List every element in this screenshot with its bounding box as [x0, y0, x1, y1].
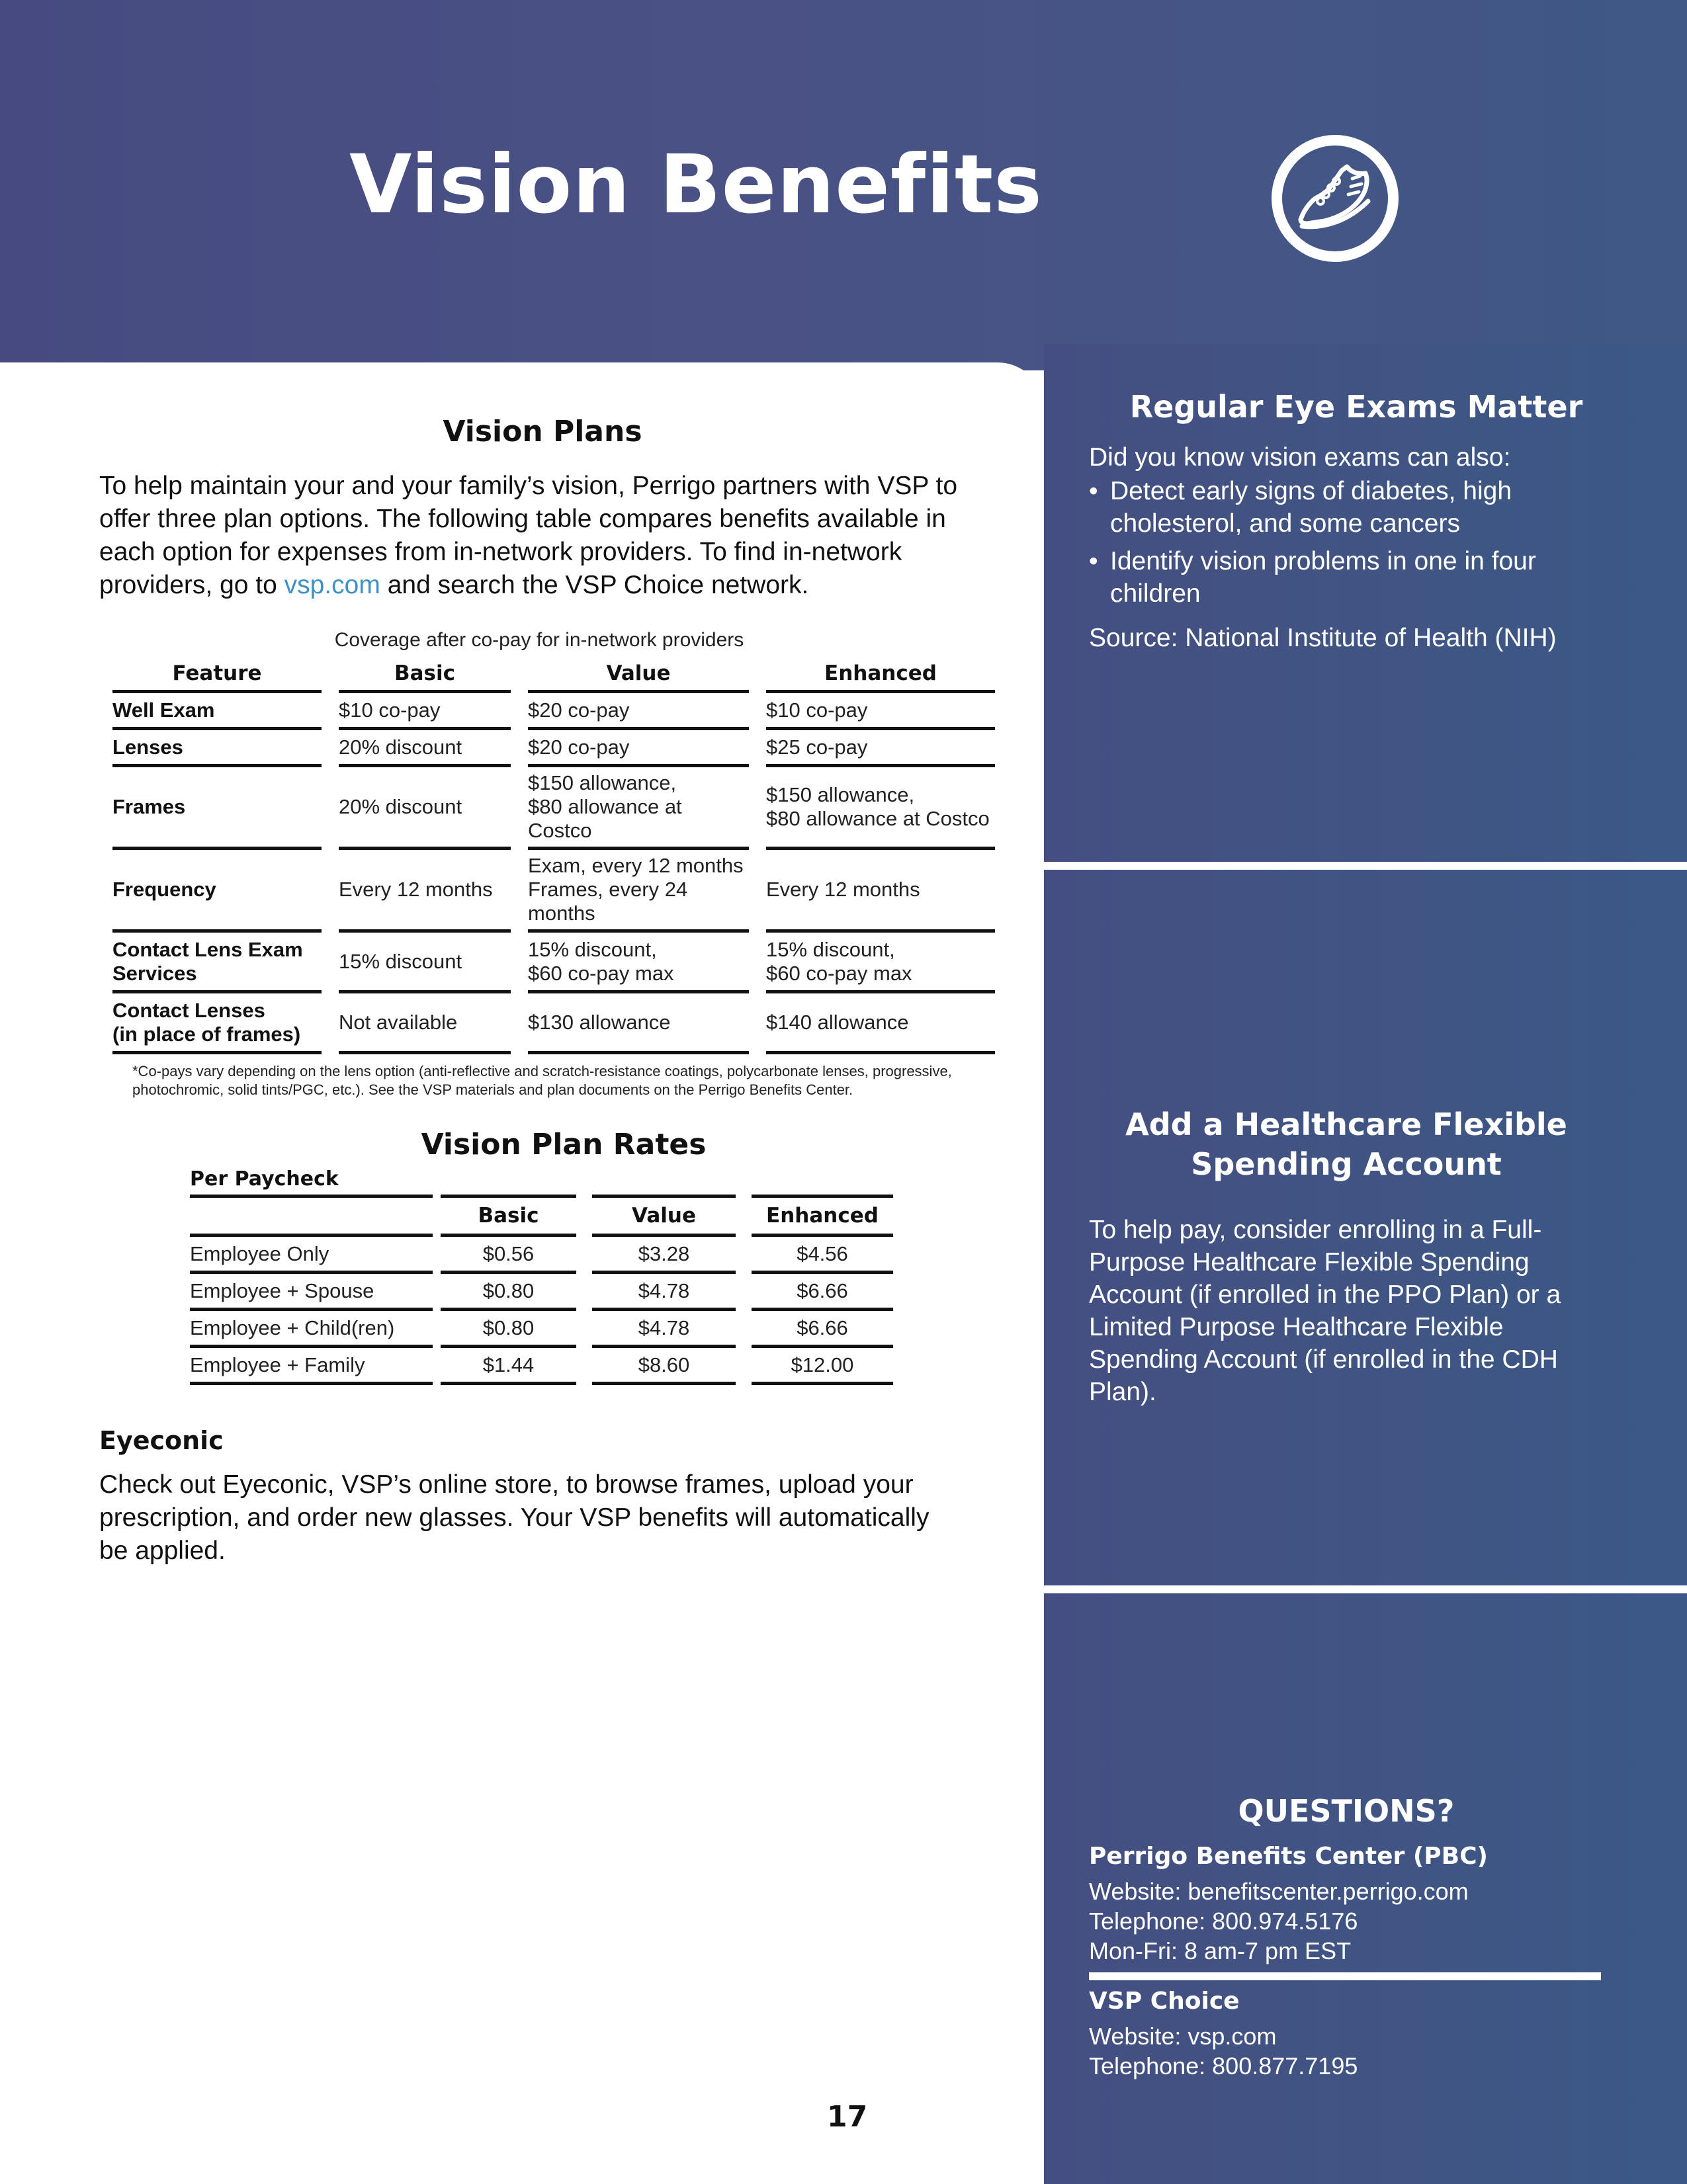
rate-cell: $0.56	[441, 1237, 576, 1274]
eye-exams-intro: Did you know vision exams can also:	[1089, 443, 1511, 472]
feature-cell: Contact Lenses (in place of frames)	[112, 993, 322, 1054]
column-header: Enhanced	[752, 1195, 893, 1237]
pbc-title: Perrigo Benefits Center (PBC)	[1089, 1843, 1488, 1870]
eye-exams-content	[1089, 441, 1598, 654]
rates-corner-cell	[190, 1195, 433, 1237]
eyeconic-text: Check out Eyeconic, VSP’s online store, to browse frames, upload your prescription, and order new glasses. Your VSP benefits will automatically be applied.	[99, 1470, 930, 1565]
table-row	[112, 767, 995, 850]
header-banner	[0, 0, 1687, 370]
eye-exams-source: Source: National Institute of Health (NIH)	[1089, 624, 1557, 652]
eyeconic-heading: Eyeconic	[99, 1426, 224, 1455]
table-cell: Every 12 months	[339, 850, 511, 933]
table-header-row	[112, 656, 995, 693]
rate-cell: $3.28	[592, 1237, 736, 1274]
table-cell: $10 co-pay	[339, 693, 511, 730]
rates-row	[190, 1237, 893, 1274]
column-header: Basic	[339, 656, 511, 693]
rates-heading: Vision Plan Rates	[421, 1128, 707, 1161]
rates-row	[190, 1274, 893, 1311]
rates-table	[190, 1195, 893, 1385]
pbc-phone[interactable]: Telephone: 800.974.5176	[1089, 1908, 1358, 1935]
page-title: Vision Benefits	[349, 138, 1043, 231]
tier-cell: Employee + Child(ren)	[190, 1311, 433, 1348]
table-cell: 20% discount	[339, 730, 511, 767]
rates-row	[190, 1348, 893, 1385]
table-cell: $25 co-pay	[766, 730, 995, 767]
eye-exams-heading: Regular Eye Exams Matter	[1129, 389, 1583, 425]
questions-divider	[1089, 1972, 1601, 1980]
pbc-hours: Mon-Fri: 8 am-7 pm EST	[1089, 1937, 1352, 1964]
vsp-website[interactable]: Website: vsp.com	[1089, 2023, 1277, 2050]
rates-header-row	[190, 1195, 893, 1237]
table-row	[112, 693, 995, 730]
table-cell: Not available	[339, 993, 511, 1054]
rate-cell: $4.78	[592, 1274, 736, 1311]
rate-cell: $1.44	[441, 1348, 576, 1385]
intro-text-end: and search the VSP Choice network.	[380, 571, 809, 599]
table-cell: $10 co-pay	[766, 693, 995, 730]
table-caption: Coverage after co-pay for in-network providers	[334, 629, 744, 651]
vision-plans-heading: Vision Plans	[443, 415, 642, 448]
vsp-contact	[1089, 2021, 1618, 2081]
table-cell: $150 allowance, $80 allowance at Costco	[528, 767, 749, 850]
rate-cell: $6.66	[752, 1274, 893, 1311]
table-cell: 15% discount	[339, 933, 511, 993]
sidebar-divider	[1044, 1585, 1687, 1593]
fsa-text: To help pay, consider enrolling in a Full-Purpose Healthcare Flexible Spending Account (if enrolled in the PPO Plan) or a Limited Purpose Healthcare Flexible Spending Account (if enrolled in the CDH Plan).	[1089, 1216, 1561, 1406]
table-cell: $20 co-pay	[528, 730, 749, 767]
rates-row	[190, 1311, 893, 1348]
vsp-link[interactable]: vsp.com	[284, 571, 380, 599]
column-header: Basic	[441, 1195, 576, 1237]
vsp-title: VSP Choice	[1089, 1988, 1240, 2015]
fsa-heading: Add a Healthcare Flexible Spending Account	[1125, 1107, 1567, 1182]
table-cell: 15% discount, $60 co-pay max	[528, 933, 749, 993]
running-shoe-icon	[1269, 132, 1401, 265]
column-header: Enhanced	[766, 656, 995, 693]
vsp-phone[interactable]: Telephone: 800.877.7195	[1089, 2052, 1358, 2079]
column-header: Feature	[112, 656, 322, 693]
table-row	[112, 933, 995, 993]
rates-subtitle: Per Paycheck	[190, 1167, 339, 1191]
table-cell: $130 allowance	[528, 993, 749, 1054]
list-item: • Detect early signs of diabetes, high cholesterol, and some cancers	[1089, 475, 1598, 540]
rate-cell: $12.00	[752, 1348, 893, 1385]
list-item: • Identify vision problems in one in four children	[1089, 545, 1598, 610]
tier-cell: Employee + Family	[190, 1348, 433, 1385]
table-row	[112, 850, 995, 933]
feature-cell: Frames	[112, 767, 322, 850]
pbc-website[interactable]: Website: benefitscenter.perrigo.com	[1089, 1878, 1469, 1905]
rate-cell: $8.60	[592, 1348, 736, 1385]
feature-cell: Well Exam	[112, 693, 322, 730]
questions-content	[1089, 1842, 1618, 2081]
table-cell: Every 12 months	[766, 850, 995, 933]
vision-plans-intro	[99, 470, 986, 602]
table-cell: Exam, every 12 months Frames, every 24 months	[528, 850, 749, 933]
table-row	[112, 993, 995, 1054]
feature-cell: Frequency	[112, 850, 322, 933]
feature-cell: Lenses	[112, 730, 322, 767]
table-cell: $20 co-pay	[528, 693, 749, 730]
vision-plans-table	[112, 656, 995, 1054]
column-header: Value	[528, 656, 749, 693]
left-column	[99, 414, 990, 1568]
table-cell: $140 allowance	[766, 993, 995, 1054]
table-cell: 20% discount	[339, 767, 511, 850]
rates-section	[190, 1127, 937, 1385]
sidebar-divider	[1044, 862, 1687, 870]
page-number: 17	[827, 2100, 868, 2134]
rate-cell: $4.56	[752, 1237, 893, 1274]
rate-cell: $0.80	[441, 1311, 576, 1348]
feature-cell: Contact Lens Exam Services	[112, 933, 322, 993]
tier-cell: Employee + Spouse	[190, 1274, 433, 1311]
rate-cell: $0.80	[441, 1274, 576, 1311]
column-header: Value	[592, 1195, 736, 1237]
table-cell: $150 allowance, $80 allowance at Costco	[766, 767, 995, 850]
intro-text: To help maintain your and your family’s vision, Perrigo partners with VSP to offer three plan options. The following table compares benefits available in each option for expenses from in-network providers. To find in-network providers, go to	[99, 472, 958, 599]
questions-heading: QUESTIONS?	[1238, 1793, 1455, 1829]
table-footnote: *Co-pays vary depending on the lens option (anti-reflective and scratch-resistance coatings, polycarbonate lenses, progressive, photochromic, solid tints/PGC, etc.). See the VSP materials and plan documents on the Perrigo Benefits Center.	[132, 1063, 952, 1098]
rate-cell: $4.78	[592, 1311, 736, 1348]
eye-exams-list	[1089, 475, 1598, 610]
rate-cell: $6.66	[752, 1311, 893, 1348]
table-row	[112, 730, 995, 767]
table-cell: 15% discount, $60 co-pay max	[766, 933, 995, 993]
pbc-contact	[1089, 1876, 1618, 1966]
tier-cell: Employee Only	[190, 1237, 433, 1274]
